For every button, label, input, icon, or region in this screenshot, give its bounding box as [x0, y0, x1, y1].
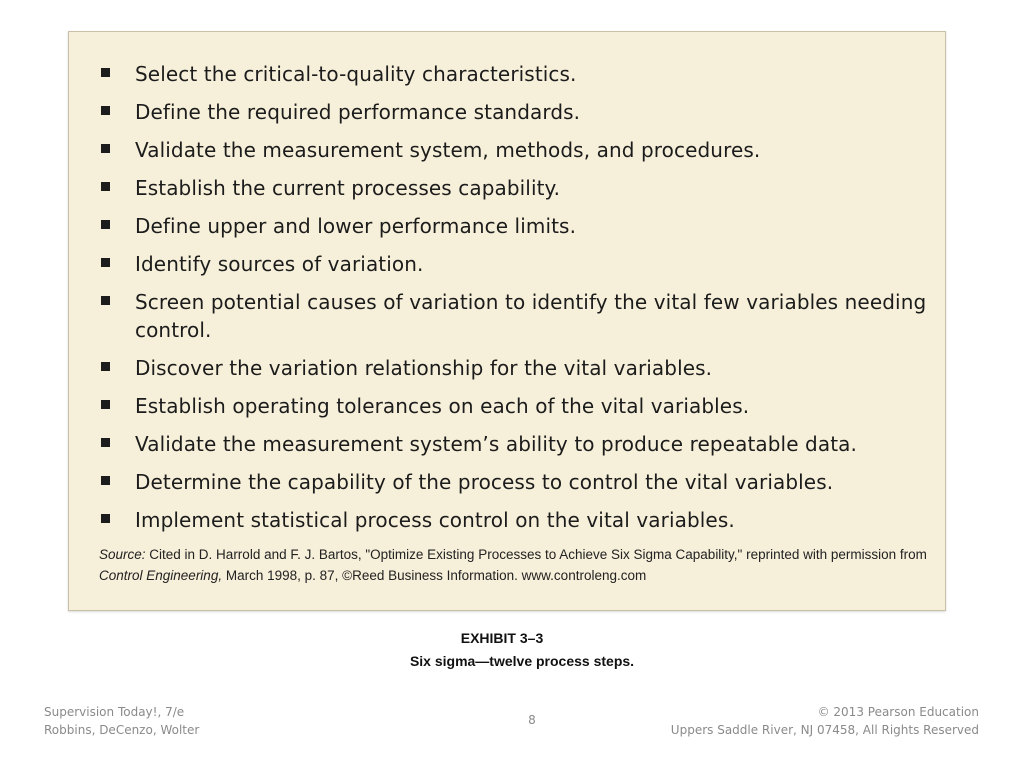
exhibit-box: [68, 31, 946, 611]
square-bullet-icon: [101, 514, 110, 523]
list-item: [97, 98, 927, 126]
list-item: [97, 250, 927, 278]
square-bullet-icon: [101, 438, 110, 447]
list-item: [97, 430, 927, 458]
step-text: Validate the measurement system, methods, and procedures.: [135, 138, 761, 162]
source-text-a: Cited in D. Harrold and F. J. Bartos, "Optimize Existing Processes to Achieve Six Sigma Capability," reprinted with permission from: [145, 547, 927, 562]
exhibit-subtitle: Six sigma—twelve process steps.: [409, 653, 635, 669]
exhibit-title: EXHIBIT 3–3: [460, 630, 544, 646]
book-title: Supervision Today!, 7/e: [44, 705, 185, 719]
step-text: Define the required performance standards.: [135, 100, 581, 124]
copyright-line: © 2013 Pearson Education: [817, 705, 979, 719]
list-item: [97, 468, 927, 496]
list-item: [97, 136, 927, 164]
source-label: Source:: [99, 547, 146, 562]
square-bullet-icon: [101, 68, 110, 77]
step-text: Select the critical-to-quality characteristics.: [135, 62, 577, 86]
square-bullet-icon: [101, 362, 110, 371]
square-bullet-icon: [101, 106, 110, 115]
step-text: Implement statistical process control on the vital variables.: [135, 508, 735, 532]
book-authors: Robbins, DeCenzo, Wolter: [44, 723, 200, 737]
step-text: Establish operating tolerances on each of the vital variables.: [135, 394, 750, 418]
square-bullet-icon: [101, 182, 110, 191]
step-text: Identify sources of variation.: [135, 252, 424, 276]
list-item: [97, 174, 927, 202]
footer-copyright: [671, 703, 979, 739]
square-bullet-icon: [101, 476, 110, 485]
square-bullet-icon: [101, 258, 110, 267]
square-bullet-icon: [101, 220, 110, 229]
list-item: [97, 392, 927, 420]
source-text-b: March 1998, p. 87, ©Reed Business Information. www.controleng.com: [222, 568, 647, 583]
square-bullet-icon: [101, 296, 110, 305]
list-item: [97, 354, 927, 382]
step-text: Define upper and lower performance limits.: [135, 214, 577, 238]
list-item: [97, 60, 927, 88]
step-text: Screen potential causes of variation to identify the vital few variables needing control.: [135, 290, 927, 342]
process-steps-list: [97, 60, 927, 544]
square-bullet-icon: [101, 400, 110, 409]
step-text: Establish the current processes capability.: [135, 176, 561, 200]
page-number: 8: [528, 713, 536, 727]
step-text: Validate the measurement system’s ability to produce repeatable data.: [135, 432, 857, 456]
list-item: [97, 506, 927, 534]
step-text: Discover the variation relationship for the vital variables.: [135, 356, 713, 380]
source-publication: Control Engineering,: [99, 568, 223, 583]
list-item: [97, 288, 927, 344]
copyright-address: Uppers Saddle River, NJ 07458, All Rights Reserved: [670, 723, 979, 737]
square-bullet-icon: [101, 144, 110, 153]
source-citation: [99, 544, 929, 586]
step-text: Determine the capability of the process to control the vital variables.: [135, 470, 834, 494]
list-item: [97, 212, 927, 240]
